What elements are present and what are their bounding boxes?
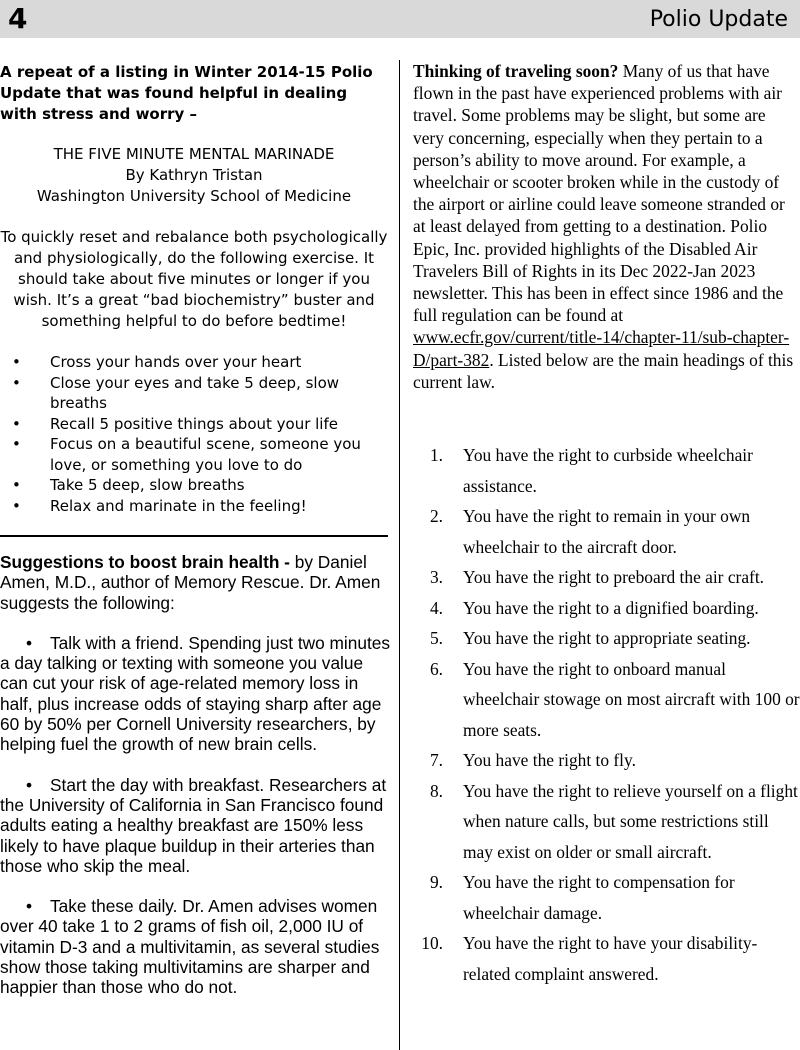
- column-divider: [399, 60, 400, 1050]
- list-number: 8.: [429, 780, 443, 801]
- brain-tip: [0, 633, 392, 755]
- list-item: [413, 623, 800, 654]
- marinade-steps-list: [0, 352, 388, 516]
- list-number: 7.: [429, 750, 443, 770]
- list-item: [413, 562, 800, 593]
- marinade-intro-paragraph: To quickly reset and rebalance both psychologically and physiologically, do the following exercise. It should take about five minutes or longer if you wish. It’s a great “bad biochemistry” buster and something helpful to do before bedtime!: [0, 228, 388, 330]
- travel-lead: Thinking of traveling soon?: [413, 61, 619, 81]
- list-item-text: You have the right to appropriate seating.: [463, 628, 751, 648]
- brain-tip: [0, 896, 392, 997]
- list-item: [413, 867, 800, 928]
- brain-health-byline: by Daniel Amen, M.D., author of Memory Rescue. Dr. Amen suggests the following:: [0, 552, 381, 613]
- list-item-text: You have the right to a dignified boarding.: [463, 597, 759, 618]
- brain-tip-lead: Start the day with breakfast.: [50, 774, 265, 795]
- list-number: 5.: [429, 628, 443, 648]
- list-item: [413, 776, 800, 868]
- list-item-text: You have the right to relieve yourself on a flight when nature calls, but some restrictions still may exist on older or small aircraft.: [463, 780, 798, 862]
- marinade-section: [0, 62, 388, 516]
- page-header: [0, 0, 800, 38]
- travel-text-end: . Listed below are the main headings of this current law.: [413, 349, 794, 392]
- list-item-text: You have the right to curbside wheelchair assistance.: [463, 445, 753, 496]
- list-item: [413, 501, 800, 562]
- bullet-icon: •: [26, 896, 33, 917]
- marinade-intro-heading: A repeat of a listing in Winter 2014-15 Polio Update that was found helpful in dealing with stress and worry –: [0, 63, 373, 123]
- section-divider: [0, 535, 388, 537]
- list-number: 2.: [429, 506, 443, 526]
- brain-tip-lead: Take these daily.: [50, 896, 178, 917]
- rights-list: [413, 440, 800, 989]
- brain-tip-text: Dr. Amen advises women over 40 take 1 to 2 grams of fish oil, 2,000 IU of vitamin D-3 and a multivitamin, as several studies show those taking multivitamins are sharper and happier than those who do not.: [0, 896, 380, 998]
- marinade-title-block: [0, 144, 388, 207]
- list-number: 6.: [429, 658, 443, 679]
- list-item: • Focus on a beautiful scene, someone you love, or something you love to do: [0, 434, 388, 475]
- list-item-text: You have the right to fly.: [463, 750, 636, 770]
- list-number: 9.: [429, 872, 443, 892]
- list-item-text: You have the right to onboard manual wheelchair stowage on most aircraft with 100 or more seats.: [463, 658, 800, 740]
- regulation-link[interactable]: www.ecfr.gov/current/title-14/chapter-11/sub-chapter-D/part-382: [413, 327, 790, 370]
- page-number: 4: [8, 2, 28, 35]
- travel-paragraph: [413, 60, 798, 393]
- list-item: • Recall 5 positive things about your life: [0, 414, 388, 435]
- list-item: • Cross your hands over your heart: [0, 352, 388, 373]
- list-item: [413, 745, 800, 776]
- list-number: 3.: [429, 567, 443, 587]
- bullet-icon: •: [26, 632, 33, 653]
- list-item-text: You have the right to compensation for wheelchair damage.: [463, 872, 735, 923]
- list-item-text: You have the right to have your disability-related complaint answered.: [463, 933, 758, 984]
- list-item-text: You have the right to preboard the air craft.: [463, 567, 765, 587]
- newsletter-title: Polio Update: [649, 7, 788, 32]
- brain-tip-lead: Talk with a friend.: [50, 632, 184, 653]
- marinade-title: THE FIVE MINUTE MENTAL MARINADE: [53, 145, 335, 163]
- list-number: 4.: [429, 597, 443, 618]
- list-item: • Take 5 deep, slow breaths: [0, 475, 388, 496]
- list-item: [413, 928, 800, 989]
- travel-section: [413, 60, 798, 393]
- brain-health-section: [0, 552, 392, 998]
- brain-health-intro: [0, 552, 392, 613]
- marinade-affiliation: Washington University School of Medicine: [36, 187, 352, 205]
- list-item-text: You have the right to remain in your own wheelchair to the aircraft door.: [463, 506, 751, 557]
- brain-tip-text: Researchers at the University of California in San Francisco found adults eating a healthy breakfast are 150% less likely to have plaque buildup in their arteries than those who skip the meal.: [0, 774, 387, 876]
- bullet-icon: •: [26, 774, 33, 795]
- list-item: [413, 593, 800, 624]
- list-number: 1.: [429, 445, 443, 465]
- list-item: [413, 440, 800, 501]
- brain-health-heading: Suggestions to boost brain health -: [0, 552, 290, 572]
- brain-tip: [0, 775, 392, 876]
- brain-tip-text: Spending just two minutes a day talking or texting with someone you value can cut your risk of age-related memory loss in half, plus increase odds of staying sharp after age 60 by 50% per Cornell University researchers, by helping fuel the growth of new brain cells.: [0, 632, 391, 755]
- travel-text: Many of us that have flown in the past have experienced problems with air travel. Some problems may be slight, but some are very concerning, especially when they pertain to a person’s ability to move around. For example, a wheelchair or scooter broken while in the custody of the airport or airline could leave someone stranded or at least delayed from getting to a destination. Polio Epic, Inc. provided highlights of the Disabled Air Travelers Bill of Rights in its Dec 2022-Jan 2023 newsletter. This has been in effect since 1986 and the full regulation can be found at: [413, 61, 785, 326]
- marinade-byline: By Kathryn Tristan: [125, 166, 263, 184]
- list-number: 10.: [421, 933, 443, 953]
- list-item: • Close your eyes and take 5 deep, slow breaths: [0, 373, 388, 414]
- list-item: [413, 654, 800, 746]
- list-item: • Relax and marinate in the feeling!: [0, 496, 388, 517]
